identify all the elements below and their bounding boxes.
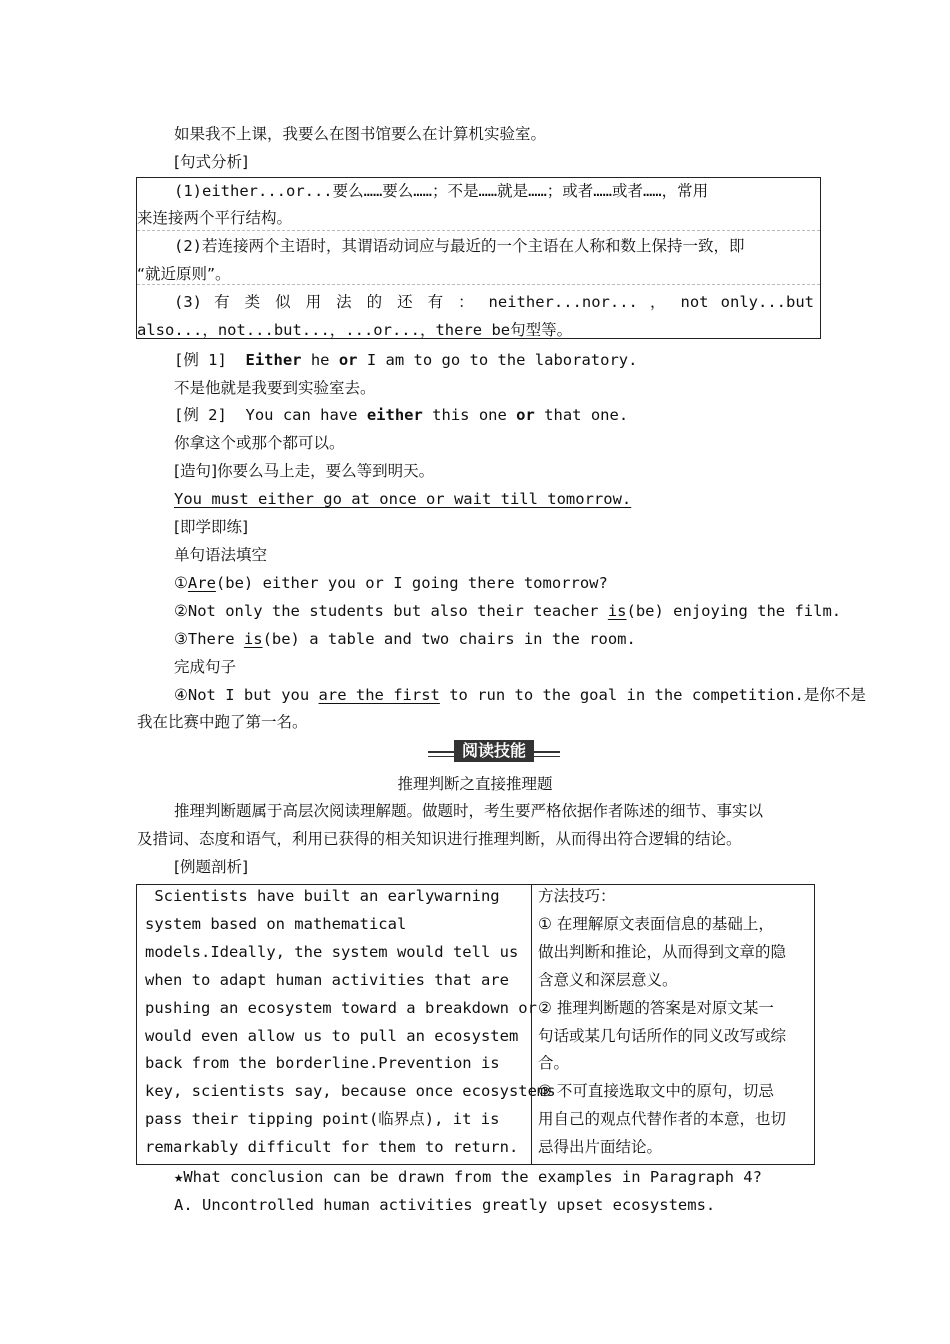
answer-blank: is [243, 630, 263, 648]
example-text: he [301, 351, 339, 369]
analysis-point-2b: “就近原则”。 [137, 265, 231, 283]
passage-line: pass their tipping point(临界点), it is [145, 1110, 500, 1128]
reading-title: 推理判断之直接推理题 [397, 775, 553, 793]
example-tag: [例 2] [174, 406, 227, 424]
tips-line: 忌得出片面结论。 [538, 1138, 663, 1156]
badge-rule [534, 756, 560, 757]
passage-line: system based on mathematical [145, 915, 407, 933]
example-1 [174, 350, 637, 370]
analysis-point-3b: also...，not...but...，...or...，there be句型等。 [137, 321, 573, 339]
passage-line: would even allow us to pull an ecosystem [145, 1027, 519, 1045]
analysis-box [136, 177, 821, 339]
practice-subheading-complete: 完成句子 [174, 658, 237, 676]
question-number: ① [174, 574, 188, 592]
keyword-or: or [516, 406, 535, 424]
passage-line: when to adapt human activities that are [145, 971, 509, 989]
question-prompt: ★What conclusion can be drawn from the examples in Paragraph 4? [174, 1168, 762, 1186]
question-text: ③There [174, 630, 244, 648]
question-3 [174, 629, 636, 649]
badge-label: 阅读技能 [454, 740, 534, 762]
answer-blank: are the first [318, 686, 440, 704]
tips-line: 合。 [538, 1054, 570, 1072]
example-text: You can have [245, 406, 367, 424]
column-divider [531, 885, 532, 1164]
example-analysis-heading: [例题剖析] [174, 858, 249, 876]
sentence-answer: You must either go at once or wait till tomorrow. [174, 490, 632, 508]
tips-line: ③ 不可直接选取文中的原句，切忌 [538, 1082, 774, 1100]
tips-line: 方法技巧： [538, 887, 616, 905]
analysis-point-3a: (3) 有 类 似 用 法 的 还 有 ： neither...nor... ， not only...but [174, 293, 814, 311]
passage-line: Scientists have built an earlywarning [145, 887, 500, 905]
reading-skills-badge [428, 740, 560, 762]
example-text: this one [422, 406, 517, 424]
passage-line: key, scientists say, because once ecosystems [145, 1082, 556, 1100]
passage-line: pushing an ecosystem toward a breakdown or [145, 999, 537, 1017]
answer-blank: is [607, 602, 627, 620]
practice-heading: [即学即练] [174, 518, 249, 536]
intro-translation: 如果我不上课，我要么在图书馆要么在计算机实验室。 [174, 125, 547, 143]
question-text: (be) enjoying the film. [626, 602, 842, 620]
example-text: I am to go to the laboratory. [357, 351, 638, 369]
tips-line: ① 在理解原文表面信息的基础上， [538, 915, 774, 933]
question-text: ④Not I but you [174, 686, 319, 704]
badge-rule [428, 751, 454, 753]
passage-line: back from the borderline.Prevention is [145, 1054, 500, 1072]
divider [137, 230, 820, 231]
analysis-point-1a: (1)either...or...要么……要么……；不是……就是……；或者……或者……，常用 [174, 182, 709, 200]
question-text: to run to the goal in the competition.是你不是 [439, 686, 866, 704]
tips-line: 句话或某几句话所作的同义改写或综 [538, 1027, 787, 1045]
question-4-continued: 我在比赛中跑了第一名。 [137, 713, 308, 731]
option-a: A. Uncontrolled human activities greatly upset ecosystems. [174, 1196, 716, 1214]
divider [137, 284, 820, 285]
passage-line: remarkably difficult for them to return. [145, 1138, 519, 1156]
tips-line: 用自己的观点代替作者的本意，也切 [538, 1110, 787, 1128]
analysis-point-2a: (2)若连接两个主语时，其谓语动词应与最近的一个主语在人称和数上保持一致，即 [174, 237, 745, 255]
passage-line: models.Ideally, the system would tell us [145, 943, 519, 961]
reading-intro-b: 及措词、态度和语气，利用已获得的相关知识进行推理判断，从而得出符合逻辑的结论。 [137, 830, 742, 848]
practice-subheading-fill: 单句语法填空 [174, 546, 268, 564]
badge-rule [428, 756, 454, 757]
tips-line: 含意义和深层意义。 [538, 971, 678, 989]
keyword-either: Either [245, 351, 302, 369]
sentence-prompt: [造句]你要么马上走，要么等到明天。 [174, 462, 435, 480]
analysis-heading: [句式分析] [174, 153, 249, 171]
question-text: (be) either you or I going there tomorrow? [215, 574, 608, 592]
tips-line: ② 推理判断题的答案是对原文某一 [538, 999, 774, 1017]
question-text: ②Not only the students but also their teacher [174, 602, 608, 620]
example-1-translation: 不是他就是我要到实验室去。 [174, 379, 376, 397]
question-text: (be) a table and two chairs in the room. [262, 630, 636, 648]
example-2-translation: 你拿这个或那个都可以。 [174, 434, 345, 452]
question-4 [174, 685, 866, 705]
analysis-point-1b: 来连接两个平行结构。 [137, 209, 293, 227]
example-tag: [例 1] [174, 351, 227, 369]
reading-intro-a: 推理判断题属于高层次阅读理解题。做题时，考生要严格依据作者陈述的细节、事实以 [174, 802, 764, 820]
answer-blank: Are [187, 574, 216, 592]
badge-rule [534, 751, 560, 753]
question-1 [174, 573, 608, 593]
example-text: that one. [534, 406, 629, 424]
question-2 [174, 601, 841, 621]
tips-line: 做出判断和推论，从而得到文章的隐 [538, 943, 787, 961]
keyword-either: either [366, 406, 423, 424]
keyword-or: or [338, 351, 358, 369]
example-2 [174, 405, 628, 425]
